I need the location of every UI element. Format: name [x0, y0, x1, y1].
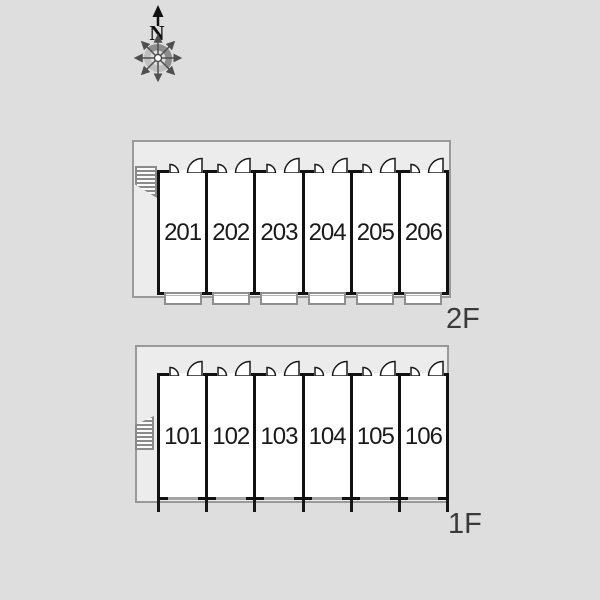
room-204 — [302, 170, 353, 295]
stairs-icon — [135, 166, 157, 198]
wall-stub — [253, 500, 256, 512]
room-number: 105 — [356, 422, 394, 450]
room-number: 206 — [404, 218, 442, 246]
window-segment — [216, 497, 246, 500]
wall-stub — [350, 500, 353, 512]
wall-stub — [205, 500, 208, 512]
room-203 — [253, 170, 304, 295]
room-number: 201 — [164, 218, 202, 246]
compass-rose-icon — [120, 4, 196, 96]
window-segment — [360, 497, 390, 500]
room-205 — [350, 170, 401, 295]
room-102 — [205, 373, 256, 500]
rooms-row-2f — [157, 170, 449, 295]
balcony-box — [260, 292, 298, 305]
room-number: 203 — [260, 218, 298, 246]
room-202 — [205, 170, 256, 295]
balcony-box — [164, 292, 202, 305]
door-swing-icon — [410, 360, 444, 376]
door-swing-icon — [266, 157, 300, 173]
floor-label-1f: 1F — [448, 508, 482, 540]
door-swing-icon — [266, 360, 300, 376]
room-101 — [157, 373, 208, 500]
wall-stub — [157, 500, 160, 512]
room-104 — [302, 373, 353, 500]
door-swing-icon — [314, 360, 348, 376]
door-swing-icon — [362, 360, 396, 376]
door-swing-icon — [217, 360, 251, 376]
window-segment — [264, 497, 294, 500]
room-103 — [253, 373, 304, 500]
wall-stub — [398, 500, 401, 512]
door-swing-icon — [169, 360, 203, 376]
room-number: 103 — [260, 422, 298, 450]
window-segment — [168, 497, 198, 500]
room-206 — [398, 170, 449, 295]
balcony-box — [308, 292, 346, 305]
room-105 — [350, 373, 401, 500]
room-number: 102 — [212, 422, 250, 450]
door-swing-icon — [362, 157, 396, 173]
stairs-icon — [135, 416, 154, 450]
north-label: N — [149, 21, 165, 45]
door-swing-icon — [314, 157, 348, 173]
balcony-box — [212, 292, 250, 305]
room-number: 101 — [164, 422, 202, 450]
room-number: 104 — [308, 422, 346, 450]
door-swing-icon — [410, 157, 444, 173]
door-swing-icon — [217, 157, 251, 173]
building-outline-2f — [132, 140, 451, 298]
balcony-box — [404, 292, 442, 305]
window-segment — [408, 497, 438, 500]
room-number: 205 — [356, 218, 394, 246]
window-segment — [312, 497, 342, 500]
door-swing-icon — [169, 157, 203, 173]
room-number: 204 — [308, 218, 346, 246]
room-number: 106 — [404, 422, 442, 450]
balcony-box — [356, 292, 394, 305]
wall-stub — [302, 500, 305, 512]
room-201 — [157, 170, 208, 295]
room-106 — [398, 373, 449, 500]
building-outline-1f — [135, 345, 449, 503]
floor-label-2f: 2F — [446, 303, 480, 335]
room-number: 202 — [212, 218, 250, 246]
rooms-row-1f — [157, 373, 449, 500]
